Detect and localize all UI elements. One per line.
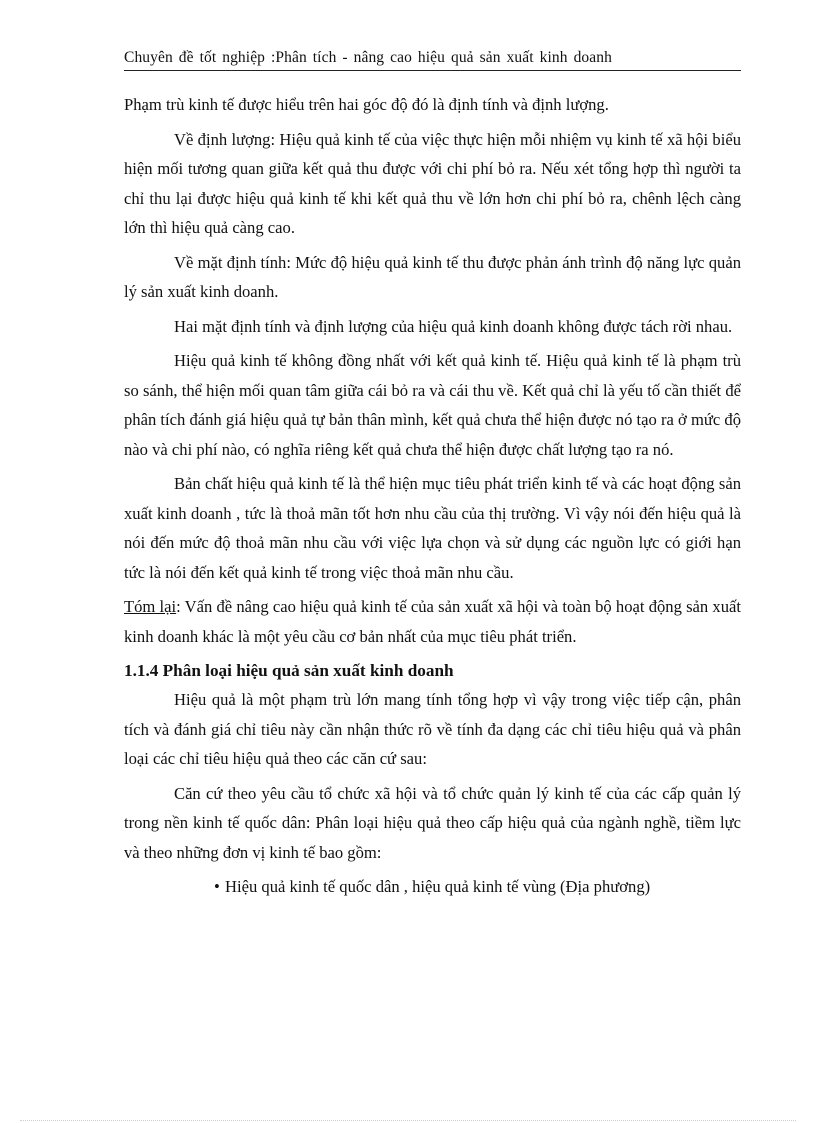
paragraph: Hai mặt định tính và định lượng của hiệu quả kinh doanh không được tách rời nhau. <box>174 316 733 336</box>
running-header: Chuyên đề tốt nghiệp :Phân tích - nâng cao hiệu quả sản xuất kinh doanh <box>124 49 612 66</box>
bullet-text: Hiệu quả kinh tế quốc dân , hiệu quả kinh tế vùng (Địa phương) <box>225 877 651 896</box>
summary-label: Tóm lại <box>124 597 177 616</box>
paragraph: Căn cứ theo yêu cầu tổ chức xã hội và tổ chức quản lý kinh tế của các cấp quản lý trong nền kinh tế quốc dân: Phân loại hiệu quả theo cấp hiệu quả của ngành nghề, tiềm lực và theo những đơn vị kinh tế bao gồm: <box>124 783 741 862</box>
bullet-item <box>124 872 741 902</box>
document-body <box>124 90 741 902</box>
summary-text: : Vấn đề nâng cao hiệu quả kinh tế của sản xuất xã hội và toàn bộ hoạt động sản xuất kinh doanh khác là một yêu cầu cơ bản nhất của mục tiêu phát triển. <box>124 597 741 646</box>
section-heading: 1.1.4 Phân loại hiệu quả sản xuất kinh doanh <box>124 661 454 680</box>
header-divider <box>124 70 741 71</box>
summary-paragraph <box>124 592 741 651</box>
page-bottom-divider <box>20 1120 796 1121</box>
paragraph: Về mặt định tính: Mức độ hiệu quả kinh tế thu được phản ánh trình độ năng lực quản lý sản xuất kinh doanh. <box>124 252 741 301</box>
paragraph: Về định lượng: Hiệu quả kinh tế của việc thực hiện mỗi nhiệm vụ kinh tế xã hội biểu hiện mối tương quan giữa kết quả thu được với chi phí bỏ ra. Nếu xét tổng hợp thì người ta chỉ thu lại được hiệu quả kinh tế khi kết quả thu về lớn hơn chi phí bỏ ra, chênh lệch càng lớn thì hiệu quả càng cao. <box>124 129 741 237</box>
paragraph: Hiệu quả là một phạm trù lớn mang tính tổng hợp vì vậy trong việc tiếp cận, phân tích và đánh giá chỉ tiêu này cần nhận thức rõ về tính đa dạng các chỉ tiêu hiệu quả và phân loại các chỉ tiêu hiệu quả theo các căn cứ sau: <box>124 690 741 768</box>
paragraph: Phạm trù kinh tế được hiểu trên hai góc độ đó là định tính và định lượng. <box>124 95 609 114</box>
paragraph: Bản chất hiệu quả kinh tế là thể hiện mục tiêu phát triển kinh tế và các hoạt động sản xuất kinh doanh , tức là thoả mãn tốt hơn nhu cầu của thị trường. Vì vậy nói đến hiệu quả là nói đến mức độ thoả mãn nhu cầu với việc lựa chọn và sử dụng các nguồn lực có giới hạn tức là nói đến kết quả kinh tế trong việc thoả mãn nhu cầu. <box>124 474 741 582</box>
paragraph: Hiệu quả kinh tế không đồng nhất với kết quả kinh tế. Hiệu quả kinh tế là phạm trù so sánh, thể hiện mối quan tâm giữa cái bỏ ra và cái thu về. Kết quả chỉ là yếu tố cần thiết để phân tích đánh giá hiệu quả tự bản thân mình, kết quả chưa thể hiện được nó tạo ra ở mức độ nào và chi phí nào, có nghĩa riêng kết quả chưa thể hiện được chất lượng tạo ra nó. <box>124 351 741 459</box>
bullet-icon: • <box>214 877 220 896</box>
